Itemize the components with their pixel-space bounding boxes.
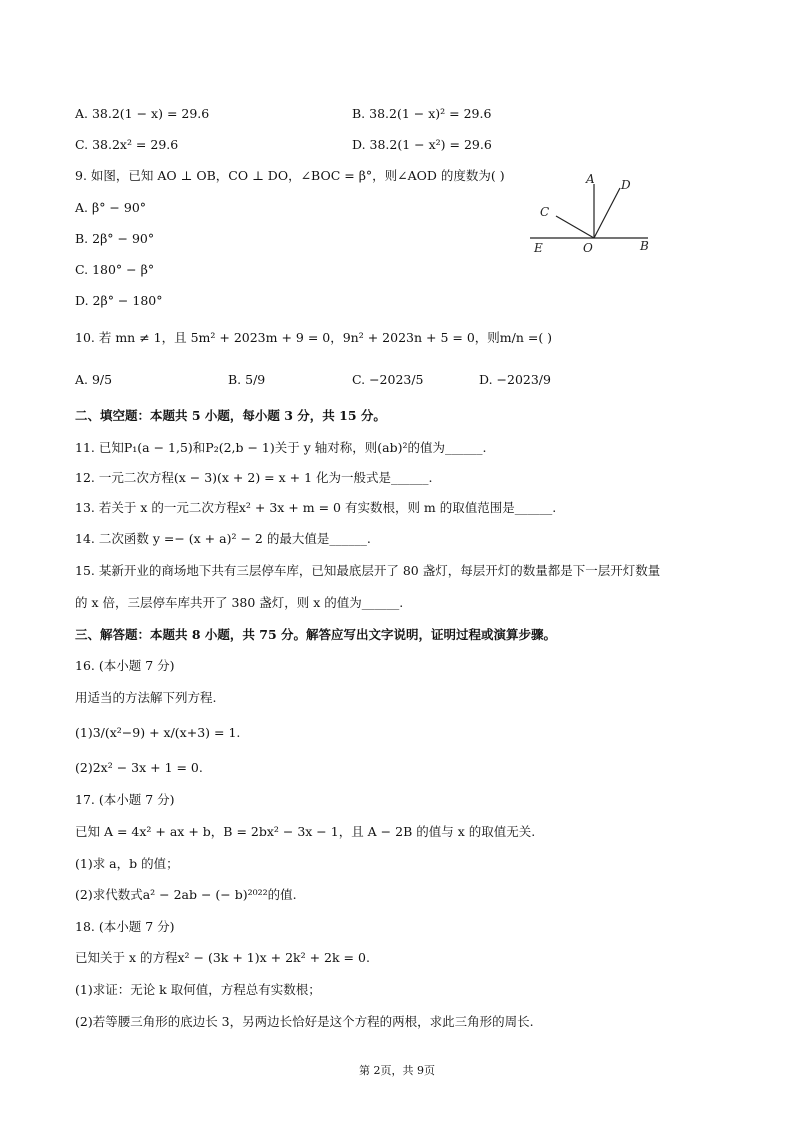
section2-title: 二、填空题：本题共 5 小题，每小题 3 分，共 15 分。 <box>75 408 386 423</box>
q10-stem: 10. 若 mn ≠ 1，且 5m² + 2023m + 9 = 0，9n² + 2023n + 5 = 0，则m/n =( ) <box>75 330 553 345</box>
q8-option-a: A. 38.2(1 − x) = 29.6 <box>75 106 210 121</box>
q14: 14. 二次函数 y =− (x + a)² − 2 的最大值是______. <box>75 531 371 546</box>
q8-option-b: B. 38.2(1 − x)² = 29.6 <box>352 106 492 121</box>
q9-option-c: C. 180° − β° <box>75 262 155 277</box>
q10-option-a: A. 9/5 <box>75 372 113 387</box>
q9-option-d: D. 2β° − 180° <box>75 293 163 308</box>
q8-option-c: C. 38.2x² = 29.6 <box>75 137 179 152</box>
q16-part1: (1)3/(x²−9) + x/(x+3) = 1. <box>75 725 241 740</box>
q16-head: 16. (本小题 7 分) <box>75 658 175 673</box>
q18-part2: (2)若等腰三角形的底边长 3，另两边长恰好是这个方程的两根，求此三角形的周长. <box>75 1014 534 1029</box>
q12: 12. 一元二次方程(x − 3)(x + 2) = x + 1 化为一般式是______. <box>75 470 433 485</box>
ray-oc <box>556 216 594 238</box>
q17-part2: (2)求代数式a² − 2ab − (− b)²⁰²²的值. <box>75 887 297 902</box>
q17-intro: 已知 A = 4x² + ax + b，B = 2bx² − 3x − 1，且 A − 2B 的值与 x 的取值无关. <box>75 824 536 839</box>
section3-title: 三、解答题：本题共 8 小题，共 75 分。解答应写出文字说明，证明过程或演算步骤。 <box>75 627 557 642</box>
q10-option-c: C. −2023/5 <box>352 372 424 387</box>
label-b: B <box>640 239 649 253</box>
q11: 11. 已知P₁(a − 1,5)和P₂(2,b − 1)关于 y 轴对称，则(ab)²的值为______. <box>75 440 487 455</box>
q10-option-d: D. −2023/9 <box>479 372 551 387</box>
ray-od <box>594 188 620 238</box>
q16-part2: (2)2x² − 3x + 1 = 0. <box>75 760 203 775</box>
q16-intro: 用适当的方法解下列方程. <box>75 690 217 705</box>
q9-option-a: A. β° − 90° <box>75 200 147 215</box>
q8-option-d: D. 38.2(1 − x²) = 29.6 <box>352 137 492 152</box>
q10-option-b: B. 5/9 <box>228 372 266 387</box>
label-o: O <box>583 241 593 255</box>
q9-option-b: B. 2β° − 90° <box>75 231 155 246</box>
q15-line1: 15. 某新开业的商场地下共有三层停车库，已知最底层开了 80 盏灯，每层开灯的数量都是下一层开灯数量 <box>75 563 661 578</box>
q17-part1: (1)求 a，b 的值； <box>75 856 179 871</box>
label-c: C <box>540 205 550 219</box>
q18-intro: 已知关于 x 的方程x² − (3k + 1)x + 2k² + 2k = 0. <box>75 950 370 965</box>
q15-line2: 的 x 倍，三层停车库共开了 380 盏灯，则 x 的值为______. <box>75 595 404 610</box>
q13: 13. 若关于 x 的一元二次方程x² + 3x + m = 0 有实数根，则 m 的取值范围是______. <box>75 500 557 515</box>
q18-head: 18. (本小题 7 分) <box>75 919 175 934</box>
q9-geometry-figure <box>520 168 660 258</box>
q9-stem: 9. 如图，已知 AO ⊥ OB，CO ⊥ DO，∠BOC = β°，则∠AOD 的度数为( ) <box>75 168 505 183</box>
label-d: D <box>621 178 631 192</box>
page-footer: 第 2页，共 9页 <box>359 1064 435 1077</box>
q17-head: 17. (本小题 7 分) <box>75 792 175 807</box>
q18-part1: (1)求证：无论 k 取何值，方程总有实数根； <box>75 982 321 997</box>
label-a: A <box>586 172 595 186</box>
label-e: E <box>534 241 543 255</box>
